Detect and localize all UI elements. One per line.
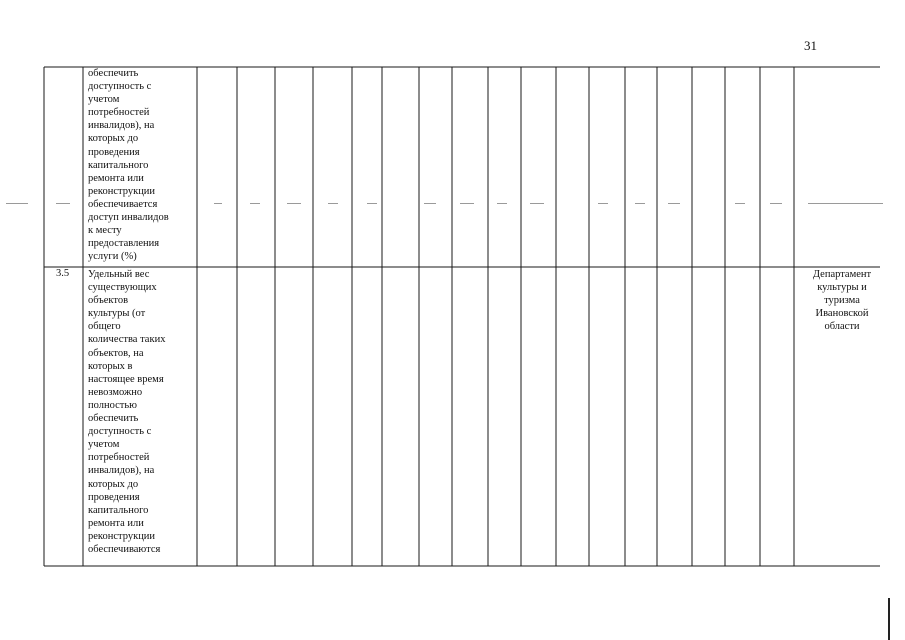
scan-artifact-edge	[888, 598, 890, 640]
scan-artifact-dash	[598, 203, 608, 204]
scan-artifact-dash	[56, 203, 70, 204]
scan-artifact-dash	[250, 203, 260, 204]
scan-artifact-dash	[367, 203, 377, 204]
scan-artifact-dash	[214, 203, 222, 204]
row-number-3-5: 3.5	[56, 268, 70, 279]
page-number: 31	[804, 38, 817, 53]
scan-artifact-dash	[808, 203, 883, 204]
scan-artifact-dash	[635, 203, 645, 204]
indicator-text-row-1: обеспечить доступность с учетом потребностей инвалидов), на которых до проведения капитального ремонта или реконструкции обеспечивается доступ инвалидов к месту предоставления услуги (%)	[88, 68, 169, 263]
scan-artifact-dash	[328, 203, 338, 204]
responsible-department: Департамент культуры и туризма Ивановской области	[812, 269, 872, 333]
scan-artifact-dash	[735, 203, 745, 204]
scan-artifact-dash	[770, 203, 782, 204]
scan-artifact-dash	[424, 203, 436, 204]
scan-artifact-dash	[287, 203, 301, 204]
scan-artifact-dash	[668, 203, 680, 204]
scan-artifact-dash	[460, 203, 474, 204]
indicator-text-row-2: Удельный вес существующих объектов культуры (от общего количества таких объектов, на которых в настоящее время невозможно полностью обеспечить доступность с учетом потребностей инвалидов), на которых до проведения капитального ремонта или реконструкции обеспечиваются	[88, 269, 166, 555]
scan-artifact-dash	[530, 203, 544, 204]
scan-artifact-dash	[6, 203, 28, 204]
scan-artifact-dash	[497, 203, 507, 204]
